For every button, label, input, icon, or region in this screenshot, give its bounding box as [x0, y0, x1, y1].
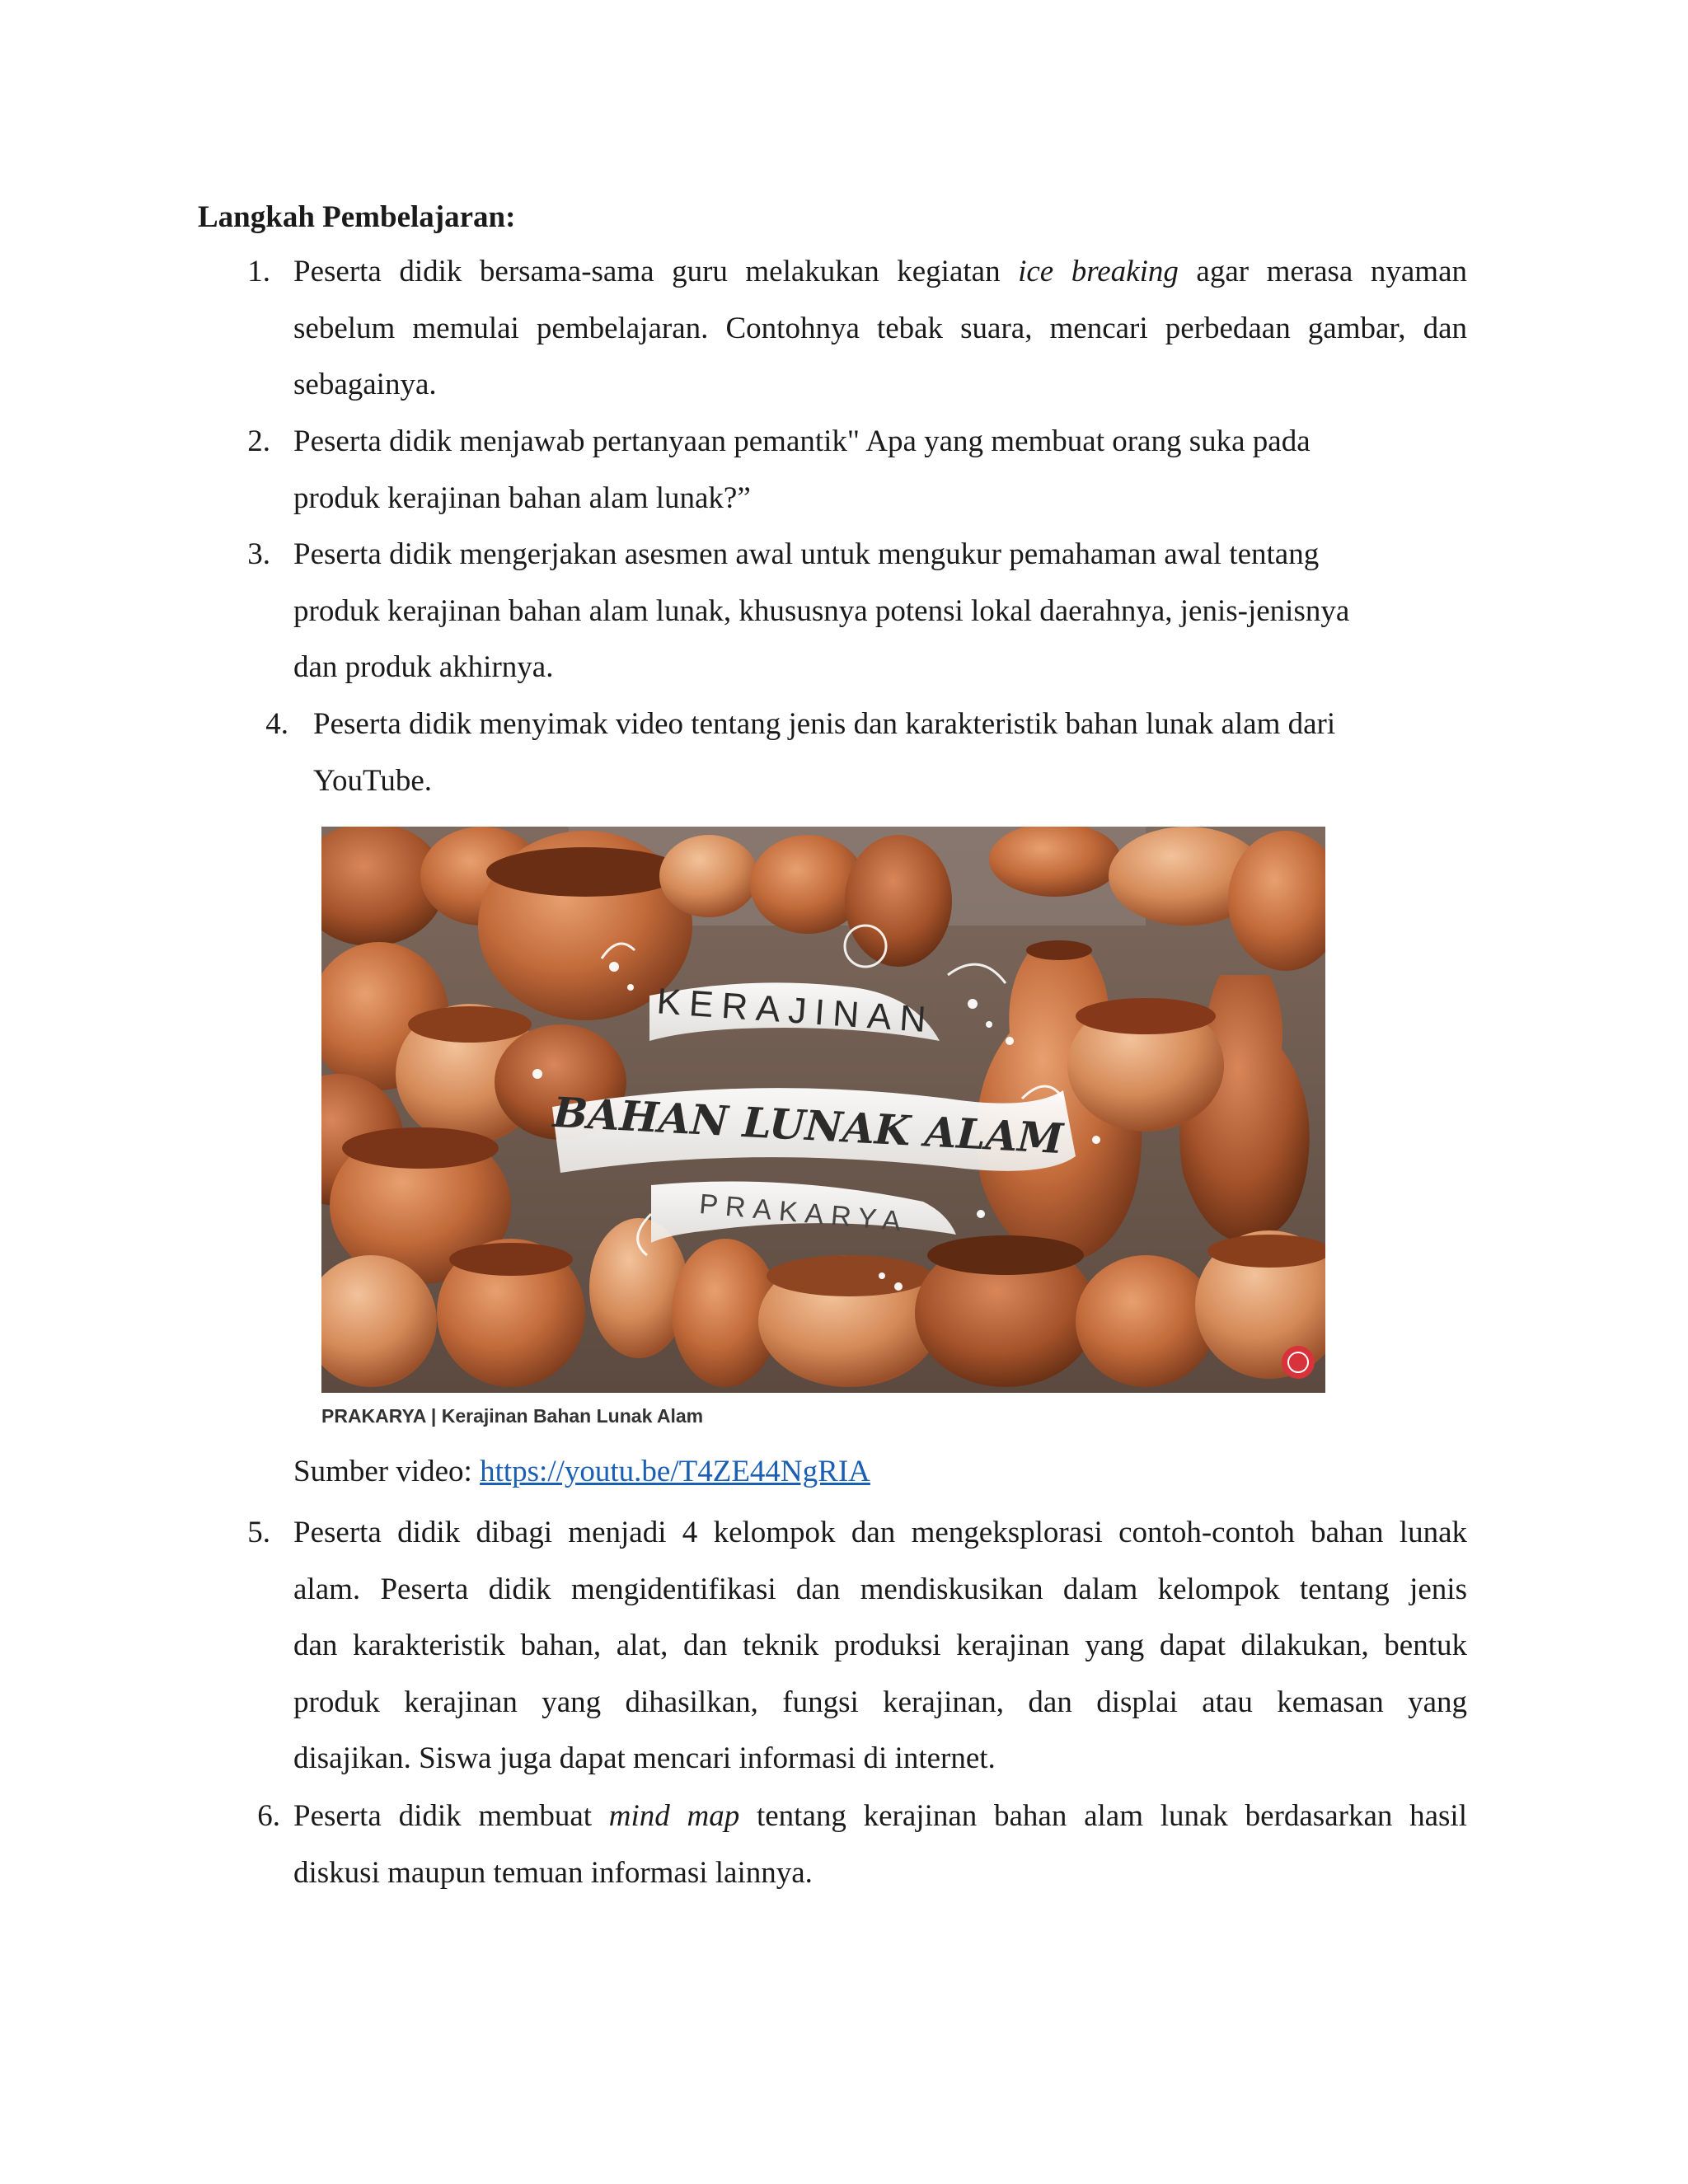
- text-line: produk kerajinan yang dihasilkan, fungsi kerajinan, dan displai atau kemasan yang: [293, 1685, 1467, 1719]
- text-line: Peserta didik bersama-sama guru melakukan kegiatan ice breaking agar merasa nyaman: [293, 255, 1467, 288]
- list-number: 3.: [247, 537, 270, 571]
- text-line: sebagainya.: [293, 368, 437, 401]
- italic-term: mind map: [608, 1799, 740, 1833]
- banner-top-text: KERAJINAN: [655, 981, 935, 1041]
- list-text: [293, 1505, 1467, 1788]
- video-source: [293, 1452, 870, 1492]
- text-line: disajikan. Siswa juga dapat mencari informasi di internet.: [293, 1741, 996, 1775]
- text-line: Peserta didik menyimak video tentang jenis dan karakteristik bahan lunak alam dari: [313, 707, 1336, 741]
- list-number: 6.: [257, 1799, 280, 1833]
- list-number: 1.: [247, 255, 270, 288]
- text-line: Peserta didik mengerjakan asesmen awal untuk mengukur pemahaman awal tentang: [293, 537, 1320, 571]
- video-link[interactable]: https://youtu.be/T4ZE44NgRIA: [480, 1455, 870, 1488]
- list-number: 5.: [247, 1516, 270, 1549]
- channel-logo-icon: [1282, 1346, 1315, 1379]
- text-line: Peserta didik dibagi menjadi 4 kelompok dan mengeksplorasi contoh-contoh bahan lunak: [293, 1516, 1467, 1549]
- italic-term: ice breaking: [1018, 255, 1179, 288]
- text-line: Peserta didik menjawab pertanyaan pemantik" Apa yang membuat orang suka pada: [293, 424, 1311, 458]
- source-label: Sumber video:: [293, 1455, 481, 1488]
- list-text: [313, 696, 1467, 809]
- section-heading: Langkah Pembelajaran:: [198, 200, 516, 234]
- banner-bottom-text: PRAKARYA: [697, 1188, 910, 1239]
- list-number: 2.: [247, 424, 270, 458]
- text-line: dan karakteristik bahan, alat, dan teknik produksi kerajinan yang dapat dilakukan, bentuk: [293, 1629, 1467, 1662]
- text-line: dan produk akhirnya.: [293, 650, 554, 684]
- list-text: [293, 414, 1467, 527]
- list-text: [293, 527, 1467, 696]
- text-line: diskusi maupun temuan informasi lainnya.: [293, 1855, 813, 1890]
- list-text: [293, 244, 1467, 414]
- text-line: alam. Peserta didik mengidentifikasi dan mendiskusikan dalam kelompok tentang jenis: [293, 1572, 1467, 1606]
- banner-middle-text: BAHAN LUNAK ALAM: [551, 1087, 1065, 1164]
- text-line: produk kerajinan bahan alam lunak?”: [293, 480, 751, 515]
- list-number: 4.: [265, 707, 288, 741]
- text-line: YouTube.: [313, 763, 432, 798]
- text-line: produk kerajinan bahan alam lunak, khususnya potensi lokal daerahnya, jenis-jenisnya: [293, 593, 1350, 628]
- text-line: sebelum memulai pembelajaran. Contohnya tebak suara, mencari perbedaan gambar, dan: [293, 311, 1467, 345]
- text-line: Peserta didik membuat mind map tentang kerajinan bahan alam lunak berdasarkan hasil: [293, 1799, 1467, 1833]
- video-caption: PRAKARYA | Kerajinan Bahan Lunak Alam: [321, 1405, 704, 1427]
- list-text: [293, 1788, 1467, 1901]
- video-thumbnail[interactable]: [321, 827, 1325, 1393]
